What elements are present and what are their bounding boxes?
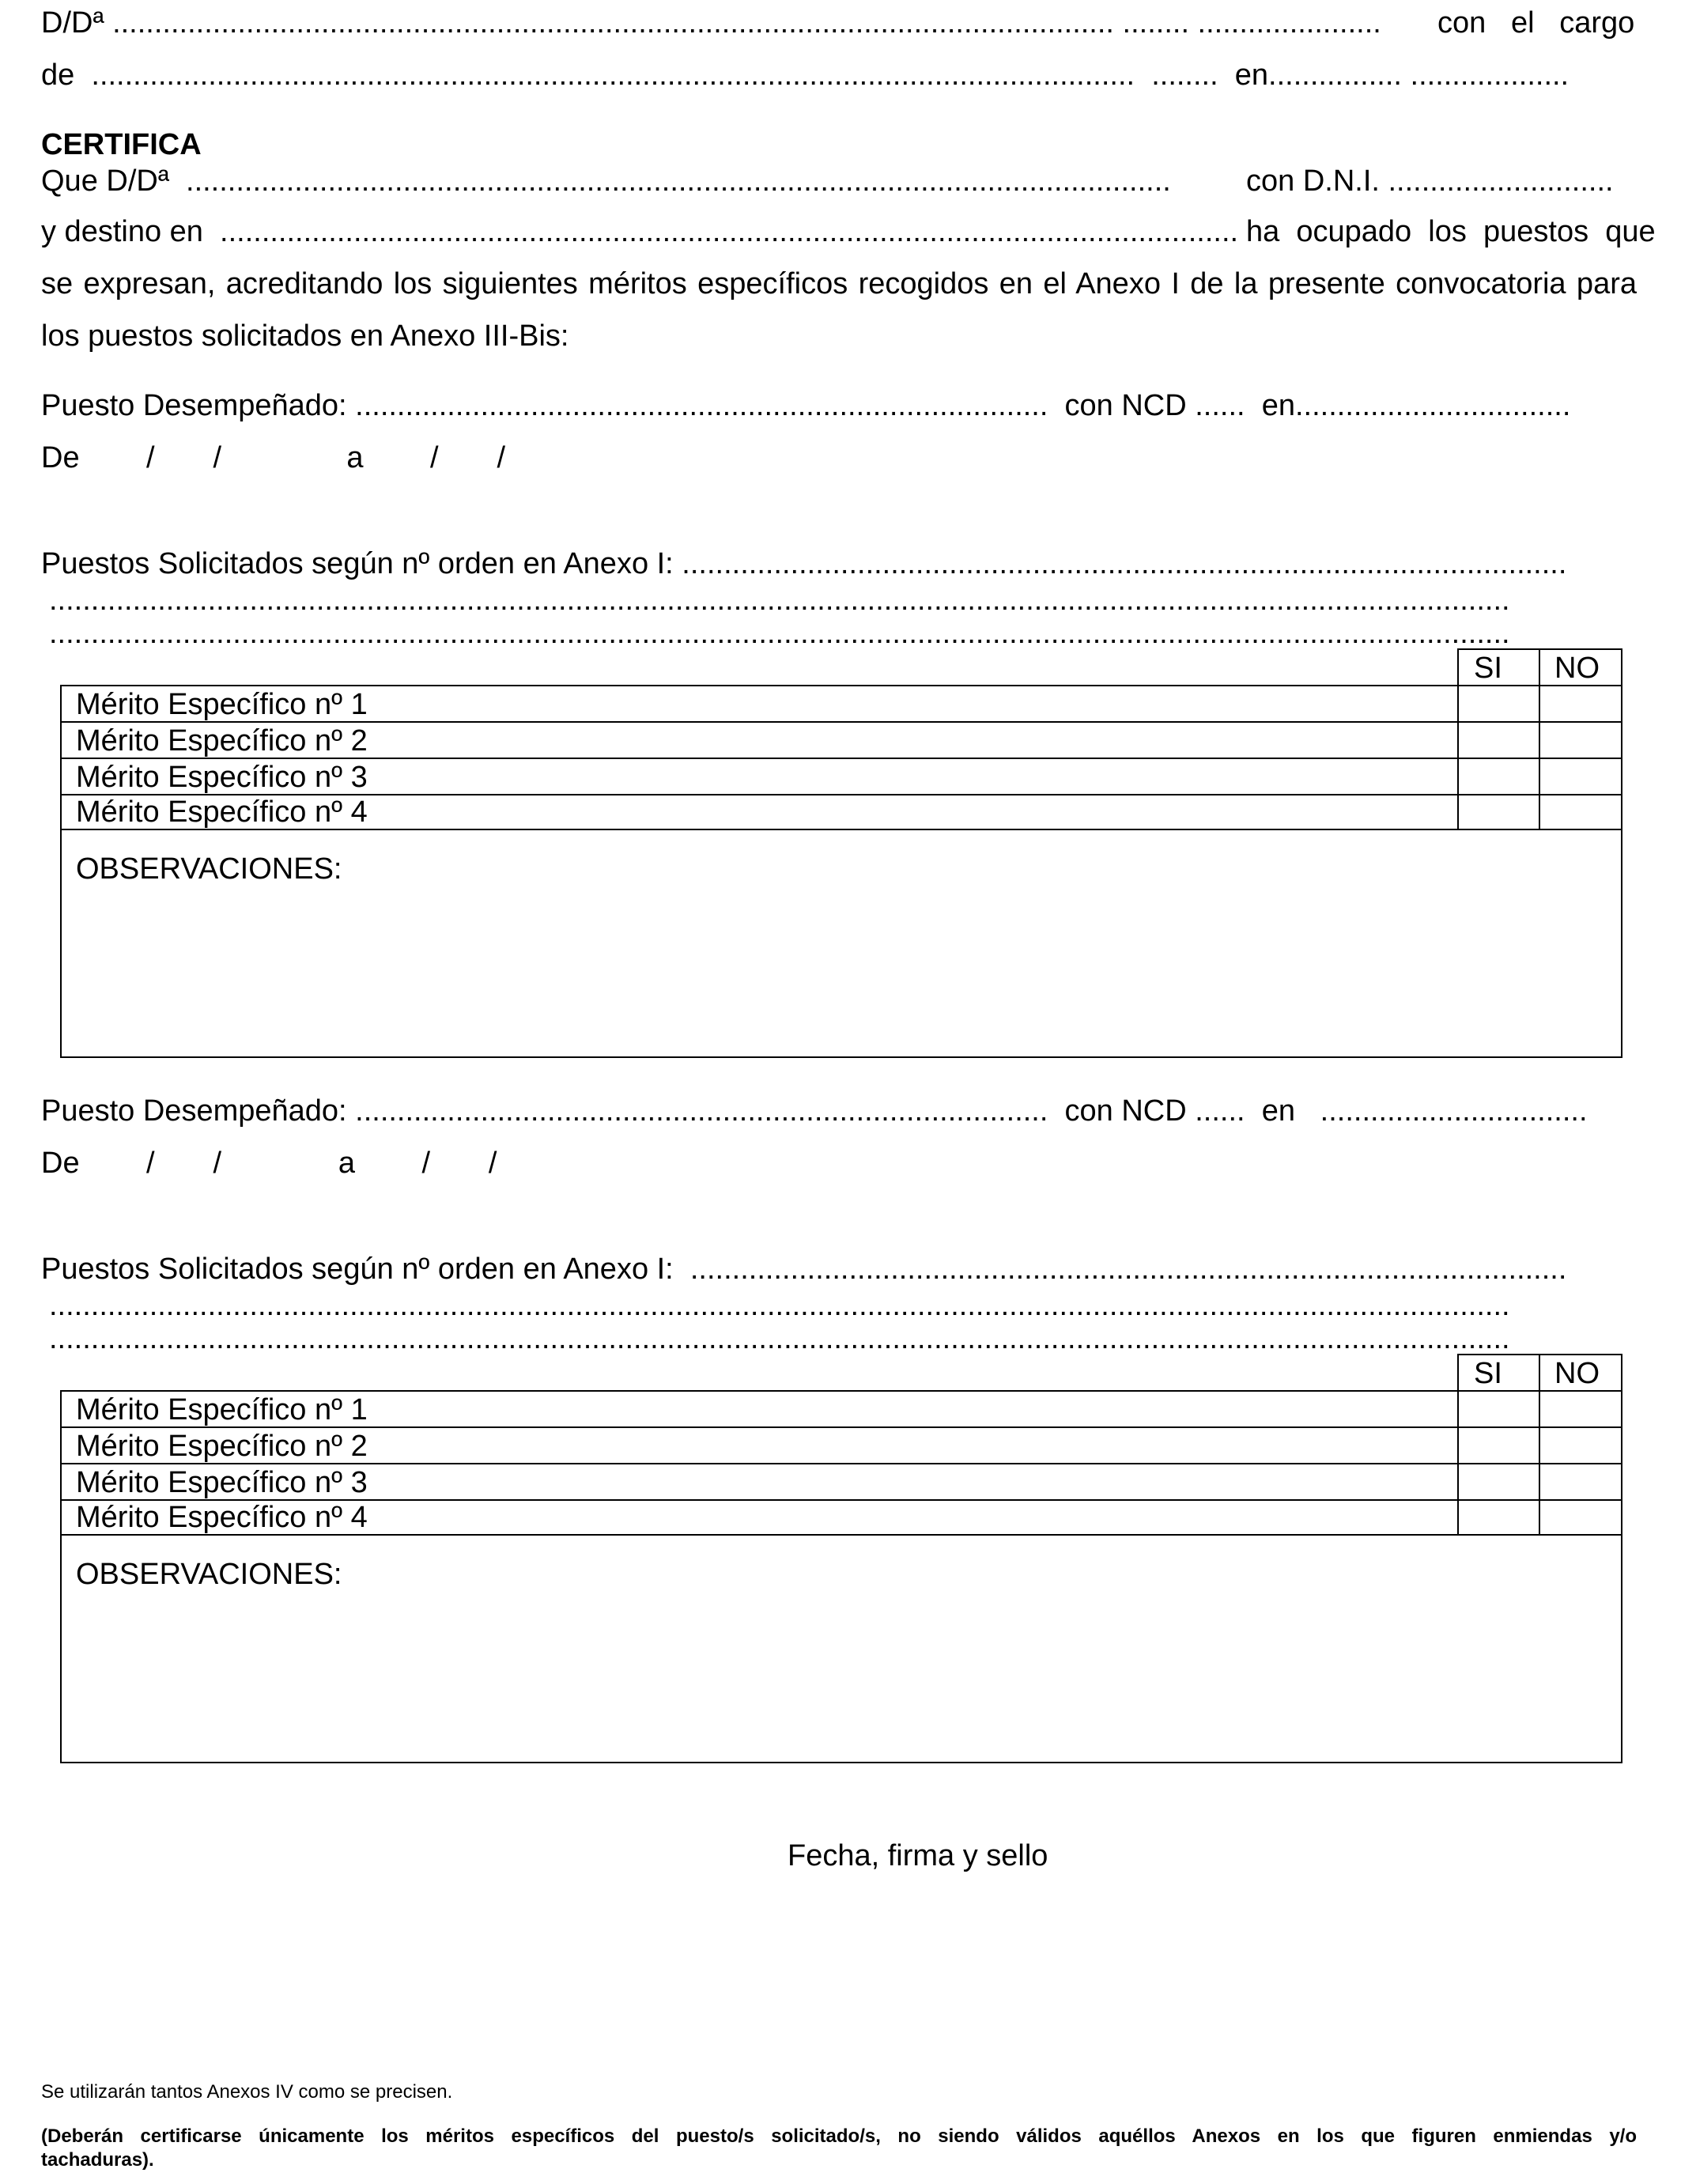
merit-4-si-checkbox[interactable] xyxy=(1459,795,1538,828)
observaciones-label: OBSERVACIONES: xyxy=(76,852,342,886)
merit-4-no-checkbox[interactable] xyxy=(1540,1501,1621,1533)
merit-row-1: Mérito Específico nº 1 xyxy=(76,1393,368,1426)
header-line-4-left: y destino en .......................................................................................................................... xyxy=(41,215,1239,248)
puestos-solicitados: Puestos Solicitados según nº orden en Anexo I: ......................................................................................................... xyxy=(41,1253,1567,1286)
observaciones-label: OBSERVACIONES: xyxy=(76,1558,342,1591)
fechas-line: De / / a / / xyxy=(41,441,506,474)
merit-1-no-checkbox[interactable] xyxy=(1540,686,1621,720)
signature-label: Fecha, firma y sello xyxy=(788,1839,1048,1872)
header-line-1-right: con el cargo xyxy=(1437,6,1635,40)
dots-line-2: ............................................................................................................................................................................... xyxy=(49,1322,1510,1355)
col-si-label: SI xyxy=(1474,1357,1502,1390)
merit-3-si-checkbox[interactable] xyxy=(1459,1464,1538,1498)
merit-row-3: Mérito Específico nº 3 xyxy=(76,761,368,794)
merit-1-si-checkbox[interactable] xyxy=(1459,1392,1538,1426)
observaciones-field[interactable] xyxy=(62,894,1621,1056)
certifica-title: CERTIFICA xyxy=(41,128,202,161)
header-line-3-left: Que D/Dª ...................................................................................................................... xyxy=(41,164,1171,198)
merit-row-1: Mérito Específico nº 1 xyxy=(76,688,368,721)
merit-4-si-checkbox[interactable] xyxy=(1459,1501,1538,1533)
puesto-desempenado: Puesto Desempeñado: ................................................................................... con NCD ...... en................................. xyxy=(41,389,1571,422)
dots-line-1: ............................................................................................................................................................................... xyxy=(49,1289,1510,1322)
footer-note: Se utilizarán tantos Anexos IV como se precisen. xyxy=(41,2081,453,2103)
merit-4-no-checkbox[interactable] xyxy=(1540,795,1621,828)
merit-3-no-checkbox[interactable] xyxy=(1540,1464,1621,1498)
merit-row-2: Mérito Específico nº 2 xyxy=(76,1430,368,1463)
observaciones-field[interactable] xyxy=(62,1599,1621,1762)
merit-1-si-checkbox[interactable] xyxy=(1459,686,1538,720)
merit-2-no-checkbox[interactable] xyxy=(1540,723,1621,757)
merit-row-4: Mérito Específico nº 4 xyxy=(76,1501,368,1534)
header-line-3-right: con D.N.I. ........................... xyxy=(1246,164,1614,198)
header-line-5: se expresan, acreditando los siguientes méritos específicos recogidos en el Anexo I de la presente convocatoria para xyxy=(41,267,1637,300)
header-line-6: los puestos solicitados en Anexo III-Bis: xyxy=(41,319,569,353)
fechas-line: De / / a / / xyxy=(41,1147,497,1180)
header-line-4-right: ha ocupado los puestos que xyxy=(1246,215,1656,248)
merit-row-3: Mérito Específico nº 3 xyxy=(76,1466,368,1499)
merit-2-si-checkbox[interactable] xyxy=(1459,1428,1538,1462)
header-line-1-left: D/Dª ........................................................................................................................ ........ ...................... xyxy=(41,6,1381,40)
puesto-desempenado: Puesto Desempeñado: ................................................................................... con NCD ...... en ................................ xyxy=(41,1094,1588,1128)
col-no-label: NO xyxy=(1554,652,1600,685)
dots-line-1: ............................................................................................................................................................................... xyxy=(49,584,1510,617)
merit-row-4: Mérito Específico nº 4 xyxy=(76,795,368,829)
footer-warning-line-1: (Deberán certificarse únicamente los méritos específicos del puesto/s solicitado/s, no siendo válidos aquéllos Anexos en los que figuren enmiendas y/o xyxy=(41,2125,1637,2147)
header-line-2: de ............................................................................................................................. ........ en................ ................... xyxy=(41,59,1570,92)
merit-3-si-checkbox[interactable] xyxy=(1459,759,1538,793)
merit-1-no-checkbox[interactable] xyxy=(1540,1392,1621,1426)
merit-row-2: Mérito Específico nº 2 xyxy=(76,724,368,758)
col-si-label: SI xyxy=(1474,652,1502,685)
merit-3-no-checkbox[interactable] xyxy=(1540,759,1621,793)
merit-2-no-checkbox[interactable] xyxy=(1540,1428,1621,1462)
footer-warning-line-2: tachaduras). xyxy=(41,2149,154,2171)
puestos-solicitados: Puestos Solicitados según nº orden en Anexo I: .......................................................................................................... xyxy=(41,547,1567,580)
dots-line-2: ............................................................................................................................................................................... xyxy=(49,617,1510,650)
col-no-label: NO xyxy=(1554,1357,1600,1390)
merit-2-si-checkbox[interactable] xyxy=(1459,723,1538,757)
